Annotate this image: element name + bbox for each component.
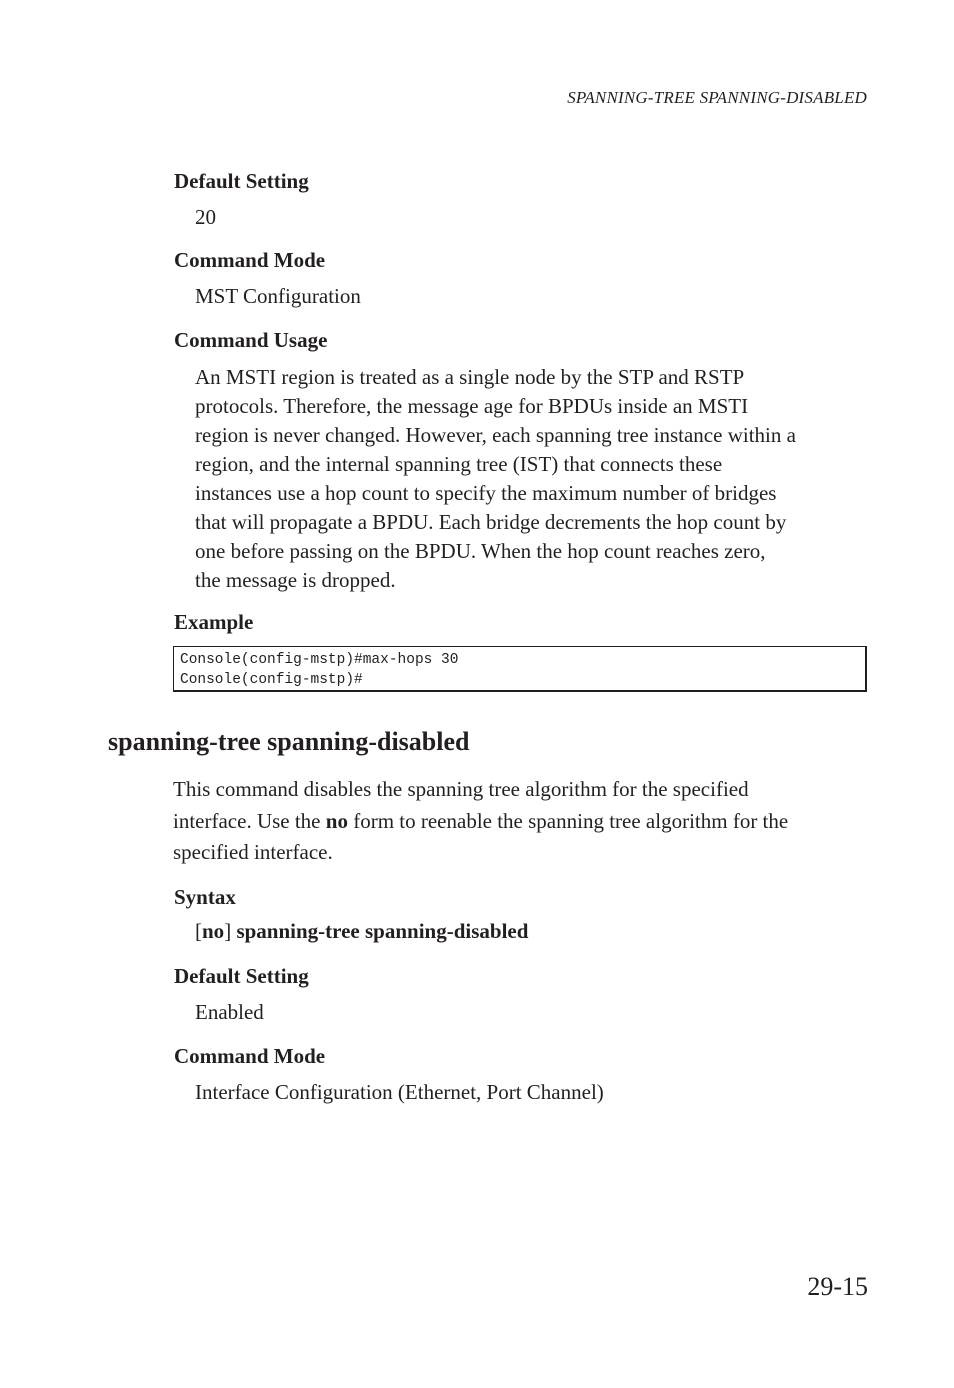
intro-line: This command disables the spanning tree algorithm for the specified: [173, 777, 749, 801]
usage-line: that will propagate a BPDU. Each bridge decrements the hop count by: [195, 510, 787, 534]
default-setting-heading: Default Setting: [174, 964, 309, 988]
syntax-no: no: [202, 919, 225, 943]
default-setting-heading: Default Setting: [174, 169, 309, 193]
syntax-bracket: ]: [224, 919, 237, 943]
usage-line: region is never changed. However, each spanning tree instance within a: [195, 423, 796, 447]
intro-line: [173, 806, 873, 838]
running-head: SPANNING-TREE SPANNING-DISABLED: [567, 88, 867, 107]
syntax-line: [195, 919, 528, 944]
command-mode-heading: Command Mode: [174, 1044, 326, 1068]
default-setting-value: 20: [195, 205, 216, 229]
usage-line: one before passing on the BPDU. When the hop count reaches zero,: [195, 539, 766, 563]
usage-line: instances use a hop count to specify the maximum number of bridges: [195, 481, 777, 505]
section-intro: [173, 774, 873, 869]
intro-text: interface. Use the: [173, 808, 326, 833]
intro-line: specified interface.: [173, 840, 333, 864]
usage-line: protocols. Therefore, the message age for BPDUs inside an MSTI: [195, 394, 749, 418]
default-setting-value: Enabled: [195, 1000, 264, 1024]
command-usage-heading: Command Usage: [174, 328, 328, 352]
code-line: Console(config-mstp)#max-hops 30: [180, 652, 459, 668]
code-example-box: [173, 646, 867, 692]
example-heading: Example: [174, 610, 254, 634]
command-mode-heading: Command Mode: [174, 248, 326, 272]
command-usage-text: [195, 363, 875, 595]
syntax-command: spanning-tree spanning-disabled: [236, 919, 529, 943]
intro-keyword-no: no: [325, 808, 348, 833]
usage-line: An MSTI region is treated as a single node by the STP and RSTP: [195, 365, 745, 389]
usage-line: the message is dropped.: [195, 568, 396, 592]
intro-text: form to reenable the spanning tree algorithm for the: [347, 808, 789, 833]
command-mode-value: Interface Configuration (Ethernet, Port Channel): [195, 1080, 604, 1104]
page-number: 29-15: [807, 1272, 868, 1301]
syntax-heading: Syntax: [174, 885, 236, 909]
syntax-bracket: [: [195, 919, 202, 943]
code-line: Console(config-mstp)#: [180, 671, 363, 688]
usage-line: region, and the internal spanning tree (IST) that connects these: [195, 452, 723, 476]
command-mode-value: MST Configuration: [195, 284, 361, 308]
section-title: spanning-tree spanning-disabled: [108, 727, 470, 756]
